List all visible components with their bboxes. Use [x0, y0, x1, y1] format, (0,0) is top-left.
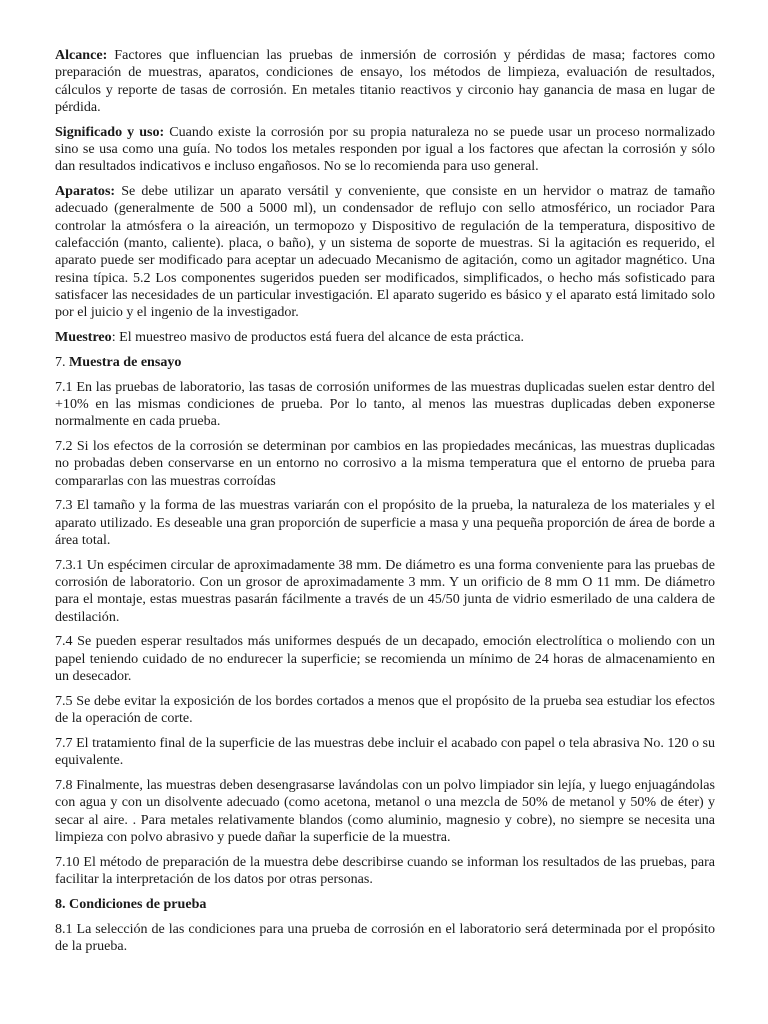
- section-7-title: Muestra de ensayo: [69, 353, 182, 370]
- item-7-3-1: 7.3.1 Un espécimen circular de aproximadamente 38 mm. De diámetro es una forma conveniente para las pruebas de corrosión de laboratorio. Con un grosor de aproximadamente 3 mm. Y un orificio de 8 mm O 11 mm. De diámetro para el montaje, estas muestras pasarán fácilmente a través de un 45/50 junta de vidrio esmerilado de una caldera de destilación.: [55, 556, 715, 625]
- item-8-1: 8.1 La selección de las condiciones para una prueba de corrosión en el laboratorio será determinada por el propósito de la prueba.: [55, 920, 715, 954]
- paragraph-alcance: [55, 47, 715, 116]
- muestreo-heading: Muestreo: [55, 328, 112, 345]
- paragraph-significado-uso: [55, 124, 715, 176]
- paragraph-aparatos: [55, 183, 715, 321]
- section-7-heading: [55, 354, 715, 371]
- item-7-2: 7.2 Si los efectos de la corrosión se determinan por cambios en las propiedades mecánicas, las muestras duplicadas no probadas deben conservarse en un entorno no corrosivo a la misma temperatura que el entorno de prueba para compararlas con las muestras corroídas: [55, 437, 715, 489]
- alcance-heading: Alcance:: [55, 47, 108, 63]
- aparatos-heading: Aparatos:: [55, 183, 116, 200]
- item-7-4: 7.4 Se pueden esperar resultados más uniformes después de un decapado, emoción electrolítica o moliendo con un papel teniendo cuidado de no endurecer la superficie; se recomienda un mínimo de 24 horas de almacenamiento en un desecador.: [55, 633, 715, 684]
- item-7-8: 7.8 Finalmente, las muestras deben desengrasarse lavándolas con un polvo limpiador sin lejía, y luego enjuagándolas con agua y con un disolvente adecuado (como acetona, metanol o una mezcla de 50% de metanol y 50% de éter) y secar al aire. . Para metales relativamente blandos (como aluminio, magnesio y cobre), no siempre se necesita una limpieza con polvo abrasivo y puede dañar la superficie de la muestra.: [55, 776, 715, 845]
- aparatos-text: Se debe utilizar un aparato versátil y conveniente, que consiste en un hervidor o matraz de tamaño adecuado (generalmente de 500 a 5000 ml), un condensador de reflujo con sello atmosférico, un rociador Para controlar la atmósfera o la aireación, un termopozo y Dispositivo de regulación de la temperatura, dispositivo de calefacción (manto, caliente). placa, o baño), y un sistema de soporte de muestras. Si la agitación es requerido, el aparato puede ser modificado para aceptar un adecuado Mecanismo de agitación, como un agitador magnético. Una resina típica. 5.2 Los componentes sugeridos pueden ser modificados, simplificados, o hecho más sofisticado para satisfacer las necesidades de un particular investigación. El aparato sugerido es básico y el aparato está limitado solo por el juicio y el ingenio de la investigador.: [55, 183, 715, 321]
- item-7-10: 7.10 El método de preparación de la muestra debe describirse cuando se informan los resultados de las pruebas, para facilitar la interpretación de los datos por otras personas.: [55, 853, 715, 887]
- section-7-number: 7.: [55, 353, 70, 370]
- significado-uso-text: Cuando existe la corrosión por su propia naturaleza no se puede usar un proceso normalizado sino se usa como una guía. No todos los metales responden por igual a los factores que afectan la corrosión y sólo dan resultados indicativos e incluso engañosos. No se lo recomienda para uso general.: [55, 123, 716, 175]
- paragraph-muestreo: [55, 329, 715, 346]
- significado-uso-heading: Significado y uso:: [55, 123, 165, 140]
- section-8-heading: [55, 896, 715, 913]
- item-7-7: 7.7 El tratamiento final de la superficie de las muestras debe incluir el acabado con papel o tela abrasiva No. 120 o su equivalente.: [55, 734, 715, 769]
- muestreo-text: : El muestreo masivo de productos está fuera del alcance de esta práctica.: [111, 328, 524, 345]
- item-7-1: 7.1 En las pruebas de laboratorio, las tasas de corrosión uniformes de las muestras duplicadas suelen estar dentro del +10% en las mismas condiciones de prueba. Por lo tanto, al menos las muestras duplicadas deben exponerse normalmente en cada prueba.: [55, 378, 715, 430]
- document-page: [55, 47, 715, 963]
- alcance-text: Factores que influencian las pruebas de inmersión de corrosión y pérdidas de masa; factores como preparación de muestras, aparatos, condiciones de ensayo, los métodos de limpieza, evaluación de resultados, cálculos y reporte de tasas de corrosión. En metales titanio reactivos y circonio hay ganancia de masa en lugar de pérdida.: [55, 47, 715, 115]
- section-8-title: 8. Condiciones de prueba: [55, 895, 207, 912]
- item-7-5: 7.5 Se debe evitar la exposición de los bordes cortados a menos que el propósito de la prueba sea estudiar los efectos de la operación de corte.: [55, 692, 715, 727]
- item-7-3: 7.3 El tamaño y la forma de las muestras variarán con el propósito de la prueba, la naturaleza de los materiales y el aparato utilizado. Es deseable una gran proporción de superficie a masa y una pequeña proporción de área de borde a área total.: [55, 497, 715, 548]
